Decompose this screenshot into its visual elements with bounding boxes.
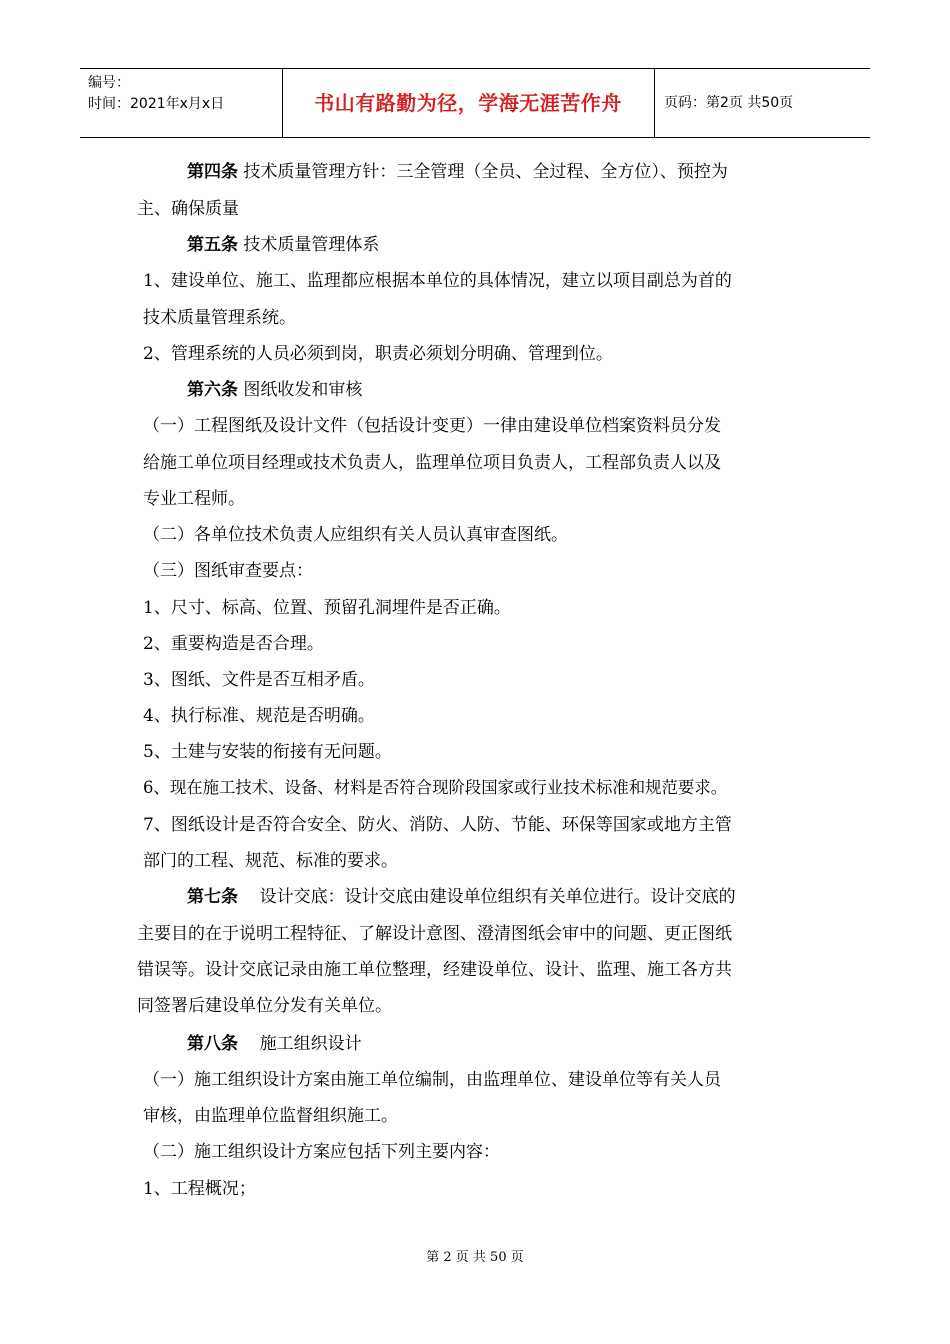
document-number-label: 编号：: [88, 75, 130, 91]
header-motto: 书山有路勤为径，学海无涯苦作舟: [314, 91, 622, 115]
paragraph-line: 部门的工程、规范、标准的要求。: [143, 851, 398, 871]
paragraph-line: （一）施工组织设计方案由施工单位编制，由监理单位、建设单位等有关人员: [143, 1070, 721, 1090]
paragraph-line: 第四条 技术质量管理方针：三全管理（全员、全过程、全方位）、预控为: [187, 162, 728, 182]
paragraph-line: 2、重要构造是否合理。: [143, 634, 324, 654]
paragraph-line: （三）图纸审查要点：: [143, 561, 313, 581]
paragraph-line: 4、执行标准、规范是否明确。: [143, 706, 375, 726]
header-meta: [88, 73, 224, 115]
paragraph-line: （二）施工组织设计方案应包括下列主要内容：: [143, 1142, 500, 1162]
header-page-info: 页码：第2页 共50页: [664, 95, 794, 111]
paragraph-line: 同签署后建设单位分发有关单位。: [137, 996, 392, 1016]
paragraph-line: 主、确保质量: [137, 199, 239, 219]
header-divider: [654, 69, 655, 137]
paragraph-line: 第六条 图纸收发和审核: [187, 380, 363, 400]
paragraph-line: 2、管理系统的人员必须到岗，职责必须划分明确、管理到位。: [143, 344, 613, 364]
paragraph-line: 7、图纸设计是否符合安全、防火、消防、人防、节能、环保等国家或地方主管: [143, 815, 732, 835]
document-time-label: 时间：2021年x月x日: [88, 96, 225, 112]
paragraph-line: 3、图纸、文件是否互相矛盾。: [143, 670, 375, 690]
paragraph-line: 5、土建与安装的衔接有无问题。: [143, 742, 392, 762]
paragraph-line: 1、尺寸、标高、位置、预留孔洞埋件是否正确。: [143, 598, 511, 618]
paragraph-line: （二）各单位技术负责人应组织有关人员认真审查图纸。: [143, 525, 568, 545]
paragraph-line: 给施工单位项目经理或技术负责人，监理单位项目负责人，工程部负责人以及: [143, 453, 721, 473]
paragraph-line: 主要目的在于说明工程特征、了解设计意图、澄清图纸会审中的问题、更正图纸: [137, 924, 732, 944]
paragraph-line: 1、工程概况；: [143, 1179, 256, 1199]
paragraph-line: 技术质量管理系统。: [143, 308, 296, 328]
page-footer: 第 2 页 共 50 页: [426, 1250, 524, 1265]
paragraph-line: 1、建设单位、施工、监理都应根据本单位的具体情况，建立以项目副总为首的: [143, 271, 732, 291]
paragraph-line: 错误等。设计交底记录由施工单位整理，经建设单位、设计、监理、施工各方共: [137, 960, 732, 980]
page-header: [80, 68, 870, 138]
paragraph-line: 6、现在施工技术、设备、材料是否符合现阶段国家或行业技术标准和规范要求。: [143, 778, 728, 797]
paragraph-line: 第五条 技术质量管理体系: [187, 235, 380, 255]
paragraph-line: 专业工程师。: [143, 489, 245, 509]
paragraph-line: （一）工程图纸及设计文件（包括设计变更）一律由建设单位档案资料员分发: [143, 416, 721, 436]
paragraph-line: 第八条 施工组织设计: [187, 1034, 362, 1054]
paragraph-line: 第七条 设计交底：设计交底由建设单位组织有关单位进行。设计交底的: [187, 887, 736, 907]
paragraph-line: 审核，由监理单位监督组织施工。: [143, 1106, 398, 1126]
